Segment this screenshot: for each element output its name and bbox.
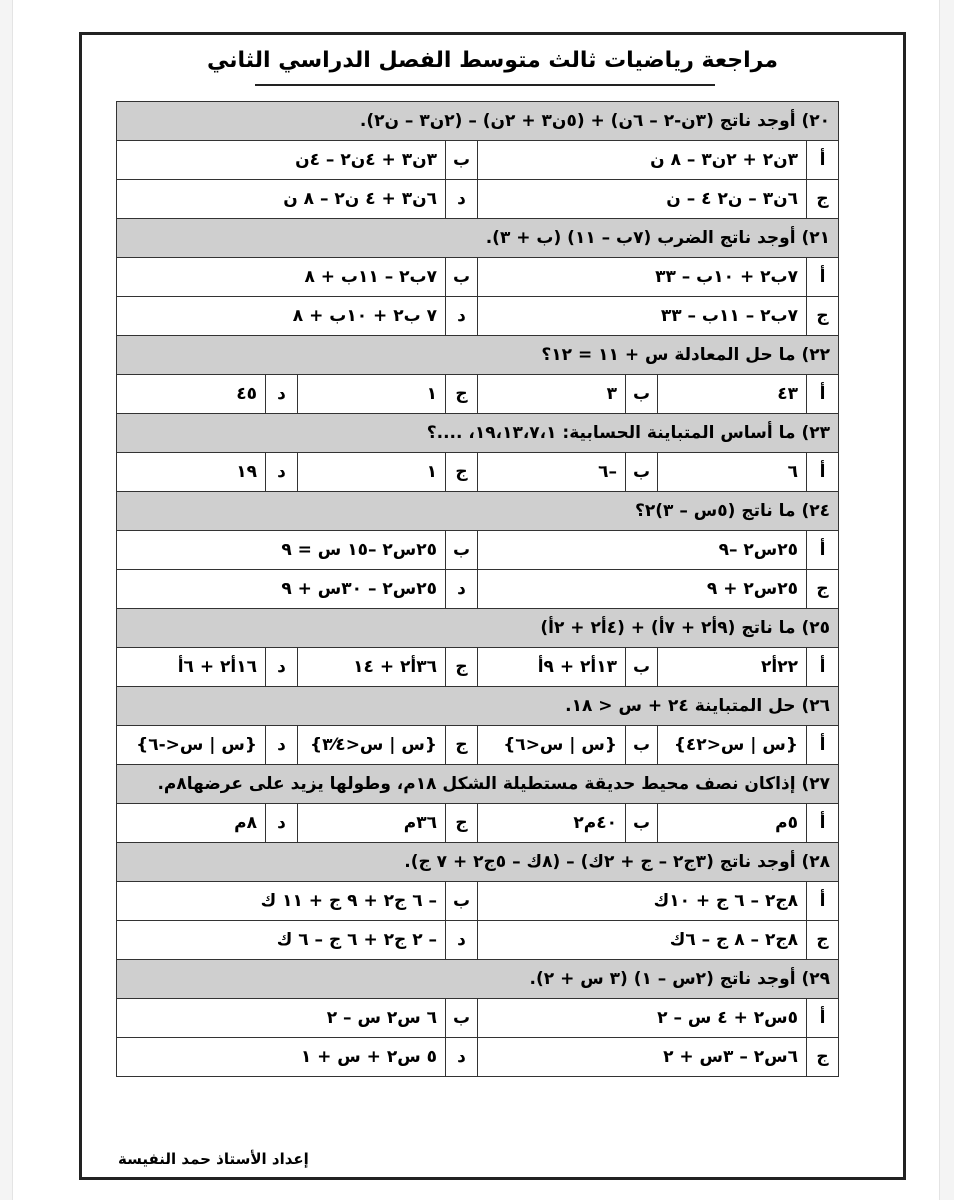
answer-row <box>117 648 839 687</box>
option-value: {س | س<٦} <box>478 726 626 765</box>
option-value: ٨ج٢ – ٦ ج + ١٠ك <box>478 882 807 921</box>
option-value: ١ <box>298 453 446 492</box>
option-letter: د <box>266 375 298 414</box>
option-value: ٤٥ <box>117 375 266 414</box>
answer-row <box>117 531 839 570</box>
option-letter: ب <box>446 882 478 921</box>
option-letter: ج <box>446 726 478 765</box>
option-value: ٤٣ <box>658 375 807 414</box>
title-underline <box>255 84 715 86</box>
option-value: ٢٢أ٢ <box>658 648 807 687</box>
option-value: ١٦أ٢ + ٦أ <box>117 648 266 687</box>
option-letter: أ <box>807 882 839 921</box>
option-value: ٥م <box>658 804 807 843</box>
answer-row <box>117 141 839 180</box>
option-value: ٢٥س٢ –١٥ س = ٩ <box>117 531 446 570</box>
option-letter: أ <box>807 999 839 1038</box>
option-letter: د <box>446 570 478 609</box>
answer-row <box>117 1038 839 1077</box>
option-value: ١ <box>298 375 446 414</box>
question-text: ٢٩) أوجد ناتج (٢س – ١) (٣ س + ٢). <box>117 960 839 999</box>
answer-row <box>117 726 839 765</box>
question-row <box>117 102 839 141</box>
answer-row <box>117 375 839 414</box>
option-value: ٣ن٢ + ٢ن٣ – ٨ ن <box>478 141 807 180</box>
option-letter: أ <box>807 804 839 843</box>
question-row <box>117 414 839 453</box>
option-letter: د <box>266 726 298 765</box>
option-letter: أ <box>807 375 839 414</box>
answer-row <box>117 882 839 921</box>
answer-row <box>117 570 839 609</box>
answer-row <box>117 258 839 297</box>
option-value: ١٣أ٢ + ٩أ <box>478 648 626 687</box>
option-value: ٨ج٢ – ٨ ج – ٦ك <box>478 921 807 960</box>
option-value: ٥ س٢ + س + ١ <box>117 1038 446 1077</box>
option-letter: د <box>266 804 298 843</box>
question-row <box>117 336 839 375</box>
option-letter: د <box>266 453 298 492</box>
option-letter: ب <box>446 531 478 570</box>
question-row <box>117 609 839 648</box>
option-value: – ٢ ج٢ + ٦ ج – ٦ ك <box>117 921 446 960</box>
option-value: ٥س٢ + ٤ س – ٢ <box>478 999 807 1038</box>
option-value: ٧ب٢ – ١١ب + ٨ <box>117 258 446 297</box>
option-value: ١٩ <box>117 453 266 492</box>
option-letter: د <box>446 921 478 960</box>
option-letter: ب <box>446 999 478 1038</box>
question-text: ٢٢) ما حل المعادلة س + ١١ = ١٢؟ <box>117 336 839 375</box>
option-letter: ج <box>807 921 839 960</box>
answer-row <box>117 999 839 1038</box>
option-value: ٣ن٣ + ٤ن٢ – ٤ن <box>117 141 446 180</box>
question-text: ٢٥) ما ناتج (٩أ٢ + ٧أ) + (٤أ٢ + ٢أ) <box>117 609 839 648</box>
option-letter: ج <box>446 804 478 843</box>
answer-row <box>117 297 839 336</box>
option-letter: ج <box>807 570 839 609</box>
left-gutter <box>0 0 13 1200</box>
answer-row <box>117 921 839 960</box>
answer-row <box>117 453 839 492</box>
footer-author: إعداد الأستاذ حمد النفيسة <box>118 1150 309 1168</box>
option-value: ٦س٢ – ٣س + ٢ <box>478 1038 807 1077</box>
option-letter: ج <box>807 180 839 219</box>
option-letter: ب <box>626 726 658 765</box>
question-text: ٢٠) أوجد ناتج (٣ن-٢ – ٦ن) + (٥ن٣ + ٢ن) – (٢ن٣ – ن٢). <box>117 102 839 141</box>
option-letter: ج <box>446 453 478 492</box>
right-gutter <box>939 0 954 1200</box>
option-value: ٧ ب٢ + ١٠ب + ٨ <box>117 297 446 336</box>
option-letter: أ <box>807 648 839 687</box>
option-letter: ج <box>446 375 478 414</box>
option-letter: ب <box>626 804 658 843</box>
option-letter: أ <box>807 453 839 492</box>
question-text: ٢٨) أوجد ناتج (٣ج٢ – ج + ٢ك) – (٨ك – ٥ج٢ + ٧ ج). <box>117 843 839 882</box>
question-text: ٢٤) ما ناتج (٥س – ٣)٢؟ <box>117 492 839 531</box>
option-letter: ب <box>446 141 478 180</box>
answer-row <box>117 180 839 219</box>
option-letter: ج <box>807 1038 839 1077</box>
question-row <box>117 492 839 531</box>
option-value: ٢٥س٢ – ٣٠س + ٩ <box>117 570 446 609</box>
option-letter: ج <box>446 648 478 687</box>
question-text: ٢٧) إذاكان نصف محيط حديقة مستطيلة الشكل ١٨م، وطولها يزيد على عرضها٨م. <box>117 765 839 804</box>
option-value: – ٦ ج٢ + ٩ ج + ١١ ك <box>117 882 446 921</box>
question-row <box>117 687 839 726</box>
option-value: ٧ب٢ – ١١ب – ٣٣ <box>478 297 807 336</box>
question-text: ٢٦) حل المتباينة ٢٤ + س < ١٨. <box>117 687 839 726</box>
option-letter: ب <box>626 453 658 492</box>
question-text: ٢١) أوجد ناتج الضرب (٧ب – ١١) (ب + ٣). <box>117 219 839 258</box>
option-letter: ج <box>807 297 839 336</box>
option-value: ٦ن٣ + ٤ ن٢ – ٨ ن <box>117 180 446 219</box>
option-value: ٣ <box>478 375 626 414</box>
option-value: ٢٥س٢ + ٩ <box>478 570 807 609</box>
option-letter: أ <box>807 726 839 765</box>
option-letter: أ <box>807 141 839 180</box>
option-letter: ب <box>446 258 478 297</box>
question-row <box>117 960 839 999</box>
option-value: ٤٠م٢ <box>478 804 626 843</box>
option-value: {س | س<٤٢} <box>658 726 807 765</box>
option-value: {س | س<-٦} <box>117 726 266 765</box>
option-value: ٢٥س٢ –٩ <box>478 531 807 570</box>
option-letter: د <box>446 180 478 219</box>
option-value: ٦ن٣ – ن٢ ٤ – ن <box>478 180 807 219</box>
question-row <box>117 765 839 804</box>
question-row <box>117 843 839 882</box>
questions-table <box>116 101 839 1077</box>
option-value: ٨م <box>117 804 266 843</box>
question-text: ٢٣) ما أساس المتباينة الحسابية: ١٩،١٣،٧،١، ....؟ <box>117 414 839 453</box>
page-title: مراجعة رياضيات ثالث متوسط الفصل الدراسي الثاني <box>207 48 778 73</box>
option-value: ٣٦م <box>298 804 446 843</box>
option-letter: د <box>446 297 478 336</box>
option-letter: ب <box>626 375 658 414</box>
option-value: ٣٦أ٢ + ١٤ <box>298 648 446 687</box>
option-value: –٦ <box>478 453 626 492</box>
answer-row <box>117 804 839 843</box>
option-letter: أ <box>807 531 839 570</box>
question-row <box>117 219 839 258</box>
option-value: ٧ب٢ + ١٠ب – ٣٣ <box>478 258 807 297</box>
option-letter: أ <box>807 258 839 297</box>
option-value: {س | س<٣⁄٤} <box>298 726 446 765</box>
option-letter: د <box>266 648 298 687</box>
option-value: ٦ <box>658 453 807 492</box>
option-letter: د <box>446 1038 478 1077</box>
option-value: ٦ س٢ س – ٢ <box>117 999 446 1038</box>
option-letter: ب <box>626 648 658 687</box>
